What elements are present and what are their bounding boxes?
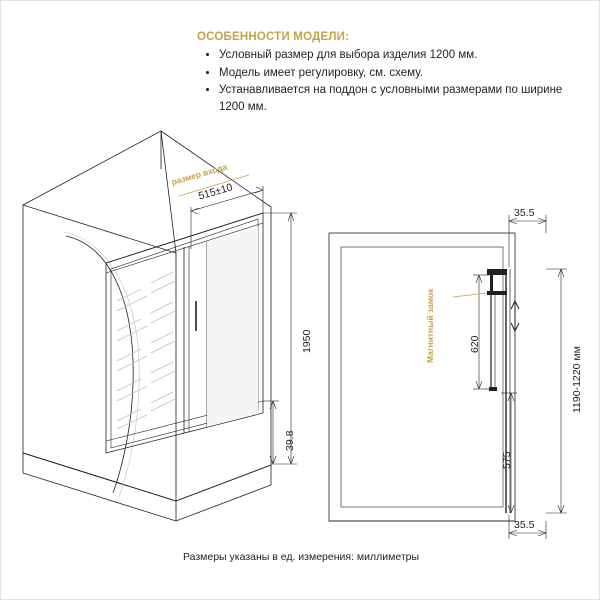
technical-drawing (1, 1, 600, 601)
curved-wall-outline-inner (64, 232, 139, 497)
tray-base-top (23, 453, 271, 501)
total-range-label: 1190-1220 мм (571, 346, 583, 413)
lower-height-label: 575 (501, 451, 513, 469)
units-footnote: Размеры указаны в ед. измерения: миллиметры (182, 551, 420, 563)
feature-item: • Модель имеет регулировку, см. схему. (219, 65, 567, 82)
right-elevation-view (329, 233, 515, 521)
height-bottom-label: 39.8 (284, 430, 296, 451)
features-title: ОСОБЕННОСТИ МОДЕЛИ: (197, 31, 350, 43)
lock-height-label: 620 (469, 335, 481, 353)
height-total-label: 1950 (301, 329, 313, 353)
magnetic-lock-label: Магнитный замок (425, 288, 435, 363)
room-left-wall (23, 205, 176, 501)
glass-hatching (117, 272, 177, 429)
top-offset-label: 35.5 (514, 207, 535, 219)
feature-item: • Условный размер для выбора изделия 1200 мм. (219, 47, 567, 64)
left-isometric-view (23, 131, 271, 521)
curved-wall-outline (66, 236, 133, 493)
glass-panel-right (207, 227, 258, 427)
entrance-size-label: размер входа (170, 161, 229, 187)
tray-base-front (23, 453, 271, 521)
room-ridge (161, 131, 176, 253)
lock-bar (490, 273, 493, 295)
bottom-offset-label: 35.5 (514, 519, 535, 531)
lock-leader (453, 293, 487, 297)
entrance-size-value: 515±10 (197, 181, 234, 203)
elevation-outer-box (329, 233, 515, 521)
room-top-edge (23, 131, 161, 205)
magnet-end (489, 387, 497, 391)
feature-item: • Устанавливается на поддон с условными размерами по ширине 1200 мм. (219, 82, 567, 115)
